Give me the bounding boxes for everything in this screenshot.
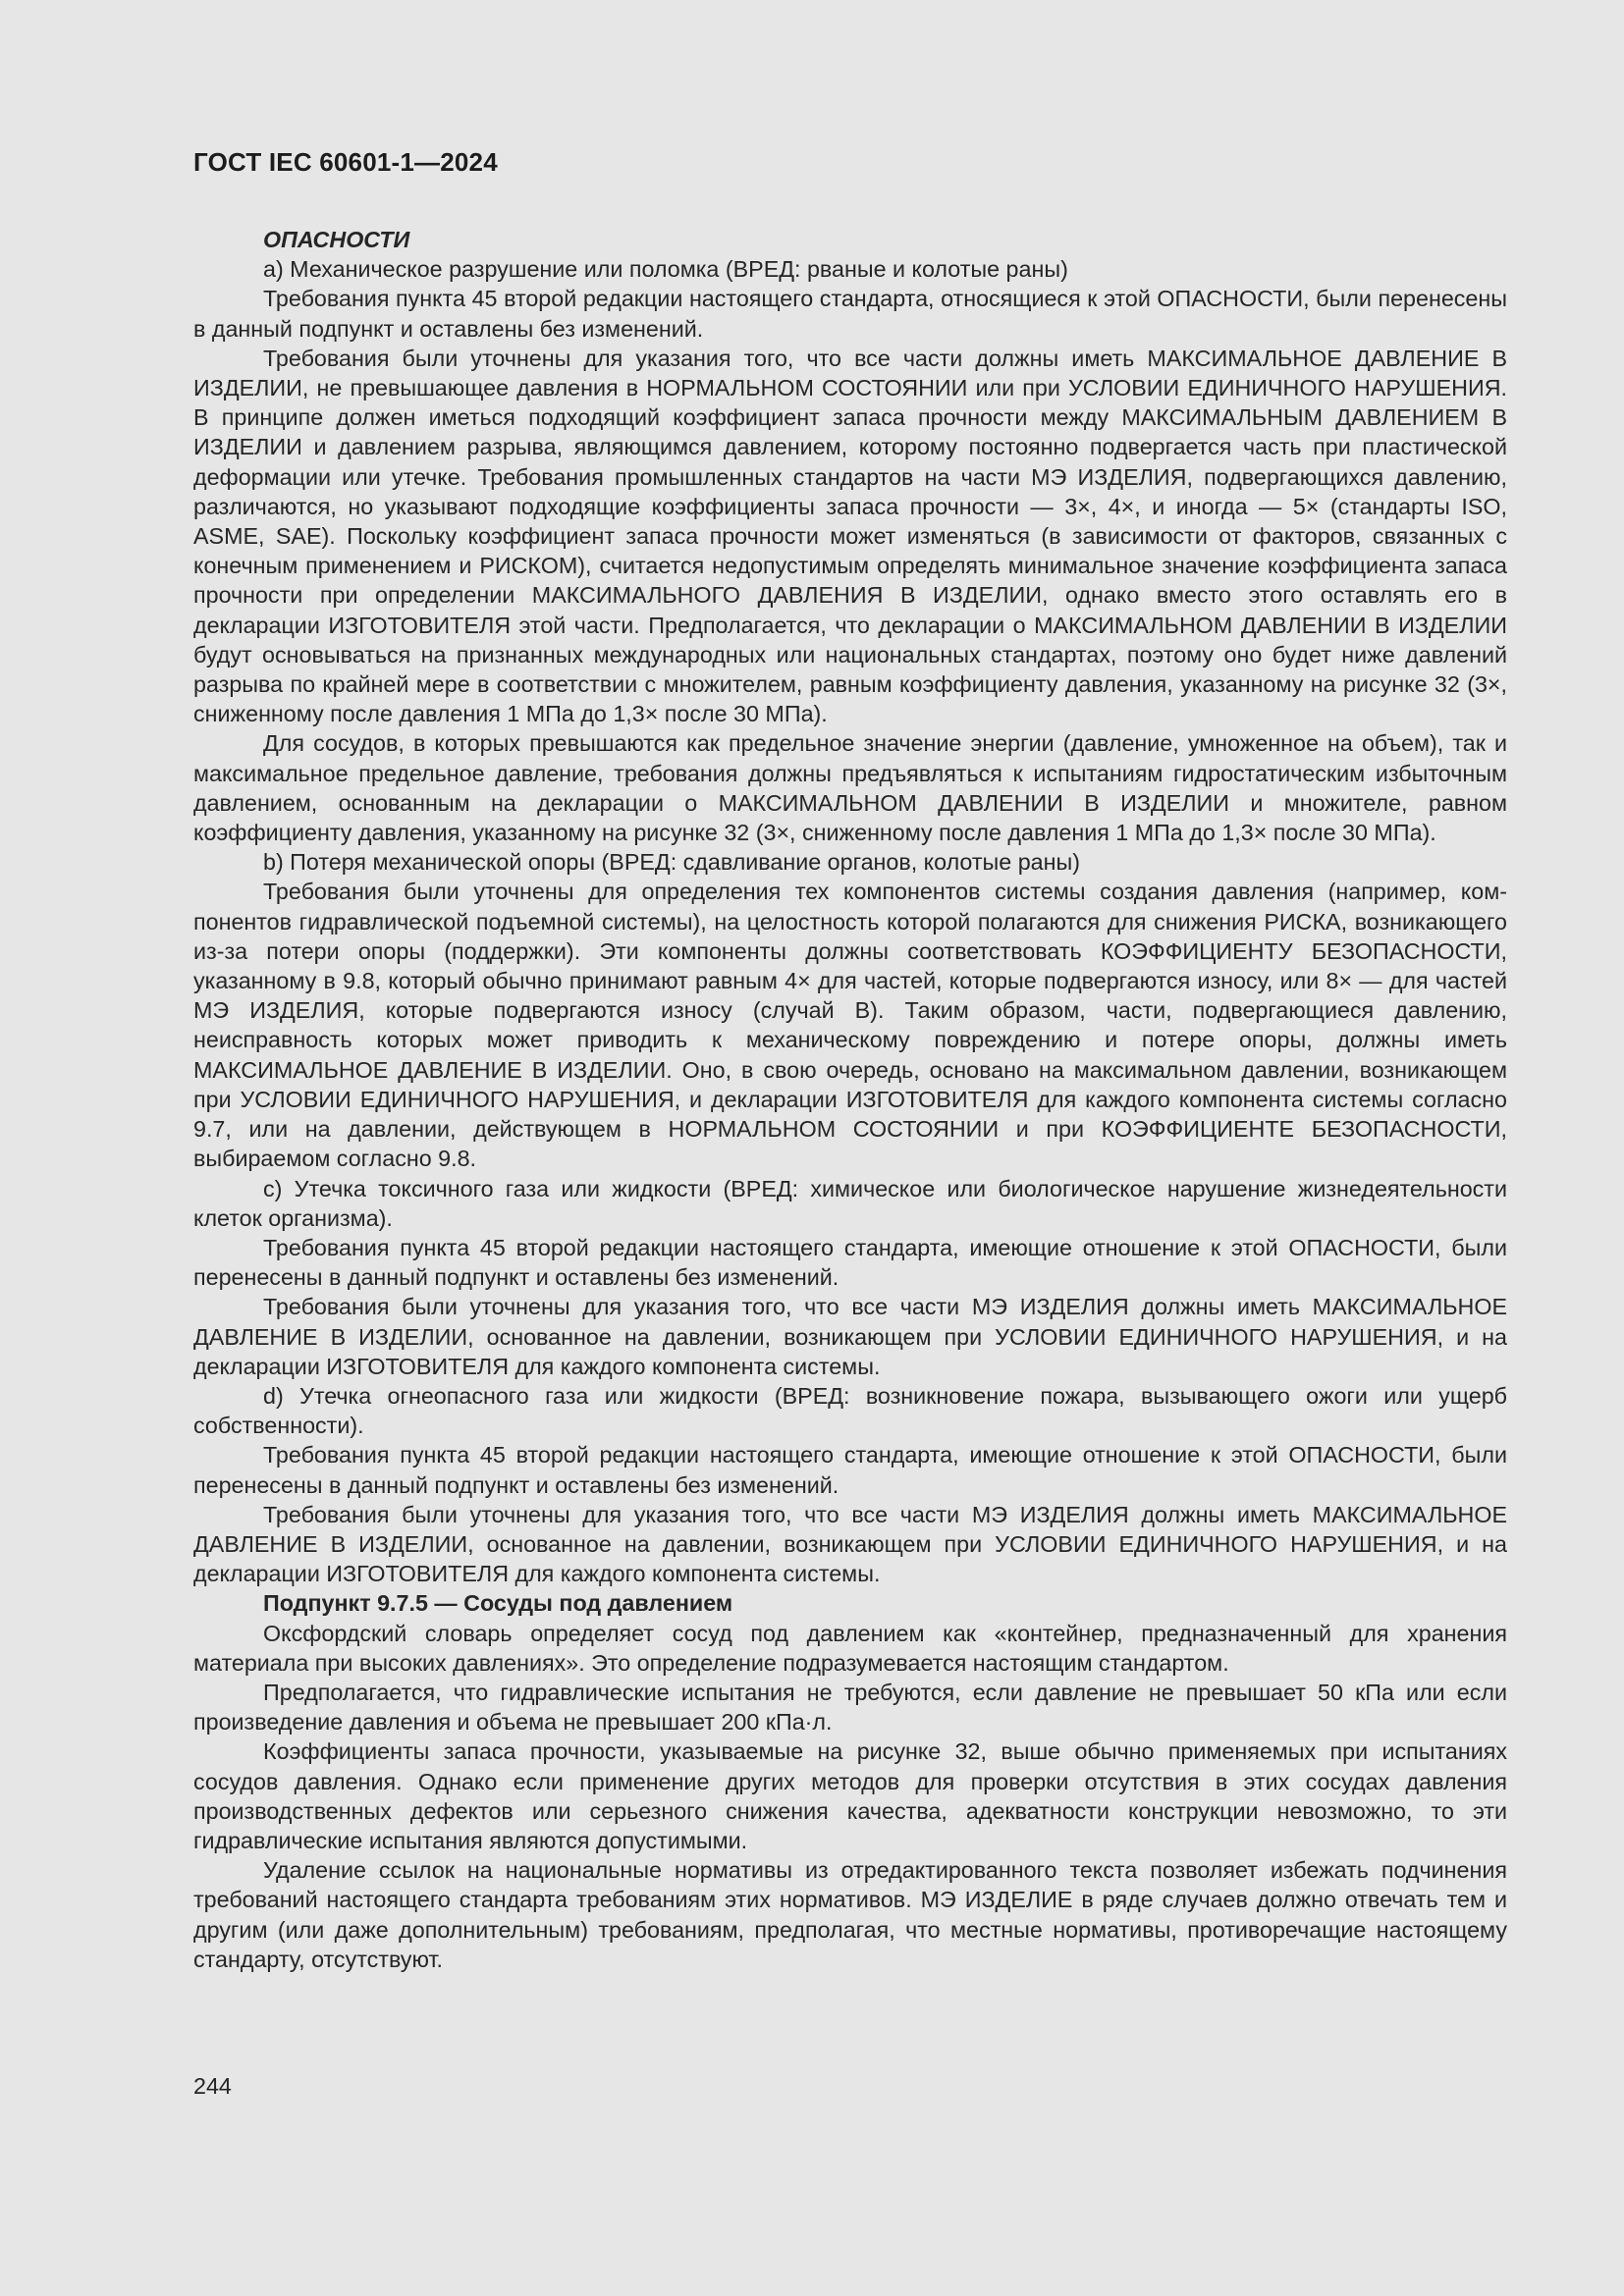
subclause-heading: Подпункт 9.7.5 — Сосуды под давлением xyxy=(263,1590,733,1617)
page-number: 244 xyxy=(193,2073,232,2099)
list-item-d: d) Утечка огнеопасного газа или жидкости (ВРЕД: возникновение пожара, вызывающего ожоги или ущерб собственности). xyxy=(193,1382,1507,1439)
paragraph: Для сосудов, в которых превышаются как предельное значение энергии (давление, умноженное на объем), так и максимальное предельное давление, требования должны предъявляться к испытаниям гидростатическим избыточным давлением, основанным на декларации о МАКСИМАЛЬНОМ ДАВЛЕНИИ В ИЗДЕЛИИ и множителе, равном коэффициенту давления, указанному на рисунке 32 (3×, сниженному после давления 1 МПа до 1,3× после 30 МПа). xyxy=(193,730,1507,846)
paragraph: Требования пункта 45 второй редакции настоящего стандарта, имеющие отношение к этой ОПАСНОСТИ, были перенесены в данный подпункт и оставлены без изменений. xyxy=(193,1442,1507,1498)
paragraph: Удаление ссылок на национальные нормативы из отредактированного текста позволяет избежать подчинения требований настоящего стандарта требованиям этих нормативов. МЭ ИЗДЕЛИЕ в ряде случаев должно отвечать тем и другим (или даже дополнительным) требованиям, предполагая, что местные нормативы, противоречащие настоящему стандарту, отсутствуют. xyxy=(193,1857,1507,1972)
paragraph: Коэффициенты запаса прочности, указываемые на рисунке 32, выше обычно применяемых при испытаниях сосудов давления. Однако если применение других методов для проверки отсутствия в этих сосудах давления производственных дефектов или серьезного снижения качества, адекватности конструкции невозможно, то эти гидравлические испытания являются допустимыми. xyxy=(193,1738,1507,1853)
list-item-c: c) Утечка токсичного газа или жидкости (ВРЕД: химическое или биологическое нарушение жизнедеятельности клеток организма). xyxy=(193,1175,1507,1231)
paragraph: Предполагается, что гидравлические испытания не требуются, если давление не превышает 50 кПа или если произведение давления и объема не превышает 200 кПа·л. xyxy=(193,1679,1507,1735)
section-heading-hazards: ОПАСНОСТИ xyxy=(263,227,410,252)
document-body xyxy=(193,225,1507,1974)
document-header: ГОСТ IEC 60601-1—2024 xyxy=(193,147,498,177)
paragraph: Требования были уточнены для определения тех компонентов системы создания давления (например, компонентов гидравлической подъемной системы), на целостность которой полагаются для снижения РИСКА, возникающего из-за потери опоры (поддержки). Эти компоненты должны соответствовать КОЭФФИЦИЕНТУ БЕЗОПАСНОСТИ, указанному в 9.8, который обычно принимают равным 4× для частей, которые подвергаются износу, или 8× — для частей МЭ ИЗДЕЛИЯ, которые подвергаются износу (случай B). Таким образом, части, подвергающиеся давлению, неисправность которых может приводить к механическому повреждению и потере опоры, должны иметь МАКСИМАЛЬНОЕ ДАВЛЕНИЕ В ИЗДЕЛИИ. Оно, в свою очередь, основано на максимальном давлении, возникающем при УСЛОВИИ ЕДИНИЧНОГО НАРУШЕНИЯ, и декларации ИЗГОТОВИТЕЛЯ для каждого компонента системы согласно 9.7, или на давлении, действующем в НОРМАЛЬНОМ СОСТОЯНИИ и при КОЭФФИЦИЕНТЕ БЕЗОПАСНОСТИ, выбираемом согласно 9.8. xyxy=(193,879,1507,1172)
paragraph: Оксфордский словарь определяет сосуд под давлением как «контейнер, предназначенный для хранения материала при высоких давлениях». Это определение подразумевается настоящим стандартом. xyxy=(193,1620,1507,1676)
paragraph: Требования пункта 45 второй редакции настоящего стандарта, относящиеся к этой ОПАСНОСТИ, были перенесены в данный подпункт и оставлены без изменений. xyxy=(193,286,1507,342)
paragraph: Требования были уточнены для указания того, что все части должны иметь МАКСИМАЛЬНОЕ ДАВЛЕНИЕ В ИЗДЕЛИИ, не превышающее давления в НОРМАЛЬНОМ СОСТОЯНИИ или при УСЛОВИИ ЕДИНИЧНОГО НАРУШЕНИЯ. В принципе должен иметься подходящий коэффициент запаса прочности между МАКСИМАЛЬНЫМ ДАВЛЕНИЕМ В ИЗДЕЛИИ и давлением разрыва, являющимся давлением, которому постоянно подвергается часть при пластической деформации или утечке. Требования промышленных стандартов на части МЭ ИЗДЕЛИЯ, подвергающихся давлению, различаются, но указывают подходящие коэффициенты запаса прочности — 3×, 4×, и иногда — 5× (стандарты ISO, ASME, SAE). Поскольку коэффициент запаса прочности может изменяться (в зависимости от факторов, связанных с конечным применением и РИСКОМ), считается недопустимым определять минимальное значение коэффициента запаса прочности при определении МАКСИМАЛЬНОГО ДАВЛЕНИЯ В ИЗДЕЛИИ, однако вместо этого оставлять его в декларации ИЗГОТОВИТЕЛЯ этой части. Предполагается, что декларации о МАКСИМАЛЬНОМ ДАВЛЕНИИ В ИЗДЕЛИИ будут основываться на признанных международных или национальных стандартах, поэтому оно будет ниже давлений разрыва по крайней мере в соответствии с множителем, равным коэффициенту давления, указанному на рисунке 32 (3×, сниженному после давления 1 МПа до 1,3× после 30 МПа). xyxy=(193,345,1507,727)
paragraph: Требования были уточнены для указания того, что все части МЭ ИЗДЕЛИЯ должны иметь МАКСИМАЛЬНОЕ ДАВЛЕНИЕ В ИЗДЕЛИИ, основанное на давлении, возникающем при УСЛОВИИ ЕДИНИЧНОГО НАРУШЕНИЯ, и на декларации ИЗГОТОВИТЕЛЯ для каждого компонента системы. xyxy=(193,1294,1507,1379)
list-item-a: a) Механическое разрушение или поломка (ВРЕД: рваные и колотые раны) xyxy=(263,256,1068,283)
list-item-b: b) Потеря механической опоры (ВРЕД: сдавливание органов, колотые раны) xyxy=(263,849,1080,876)
paragraph: Требования пункта 45 второй редакции настоящего стандарта, имеющие отношение к этой ОПАСНОСТИ, были перенесены в данный подпункт и оставлены без изменений. xyxy=(193,1234,1507,1291)
paragraph: Требования были уточнены для указания того, что все части МЭ ИЗДЕЛИЯ должны иметь МАКСИМАЛЬНОЕ ДАВЛЕНИЕ В ИЗДЕЛИИ, основанное на давлении, возникающем при УСЛОВИИ ЕДИНИЧНОГО НАРУШЕНИЯ, и на декларации ИЗГОТОВИТЕЛЯ для каждого компонента системы. xyxy=(193,1501,1507,1587)
